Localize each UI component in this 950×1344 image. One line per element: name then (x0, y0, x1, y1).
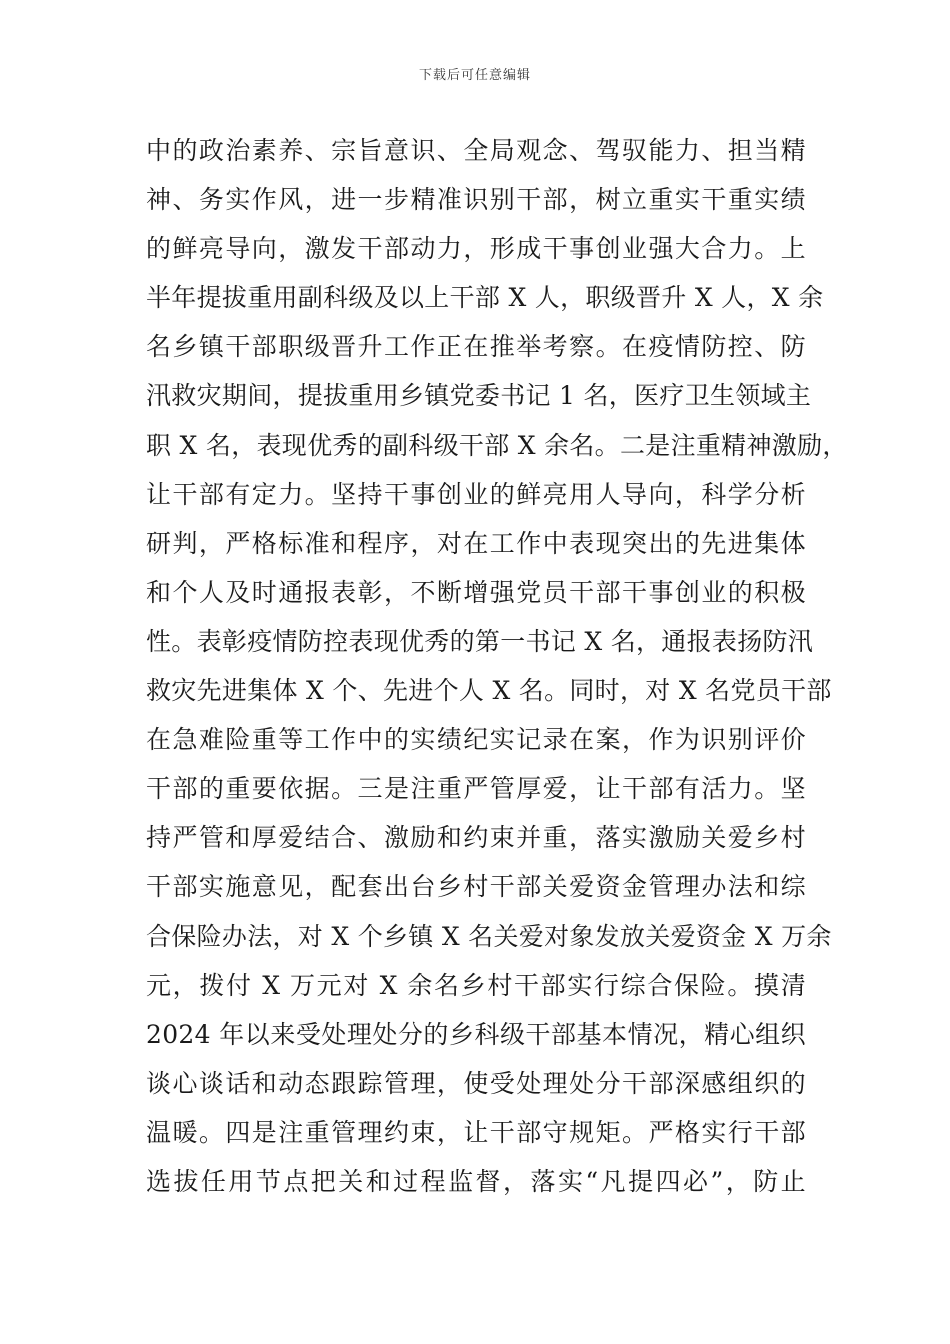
text-line-2: 神、务实作风，进一步精准识别干部，树立重实干重实绩 (146, 185, 806, 215)
text-line-9: 研判，严格标准和程序，对在工作中表现突出的先进集体 (146, 528, 806, 558)
page-header-note: 下载后可任意编辑 (418, 68, 531, 83)
text-line-18: 元，拨付 X 万元对 X 余名乡村干部实行综合保险。摸清 (146, 970, 806, 1000)
text-line-17: 合保险办法，对 X 个乡镇 X 名关爱对象发放关爱资金 X 万余 (146, 921, 832, 951)
text-line-21: 温暖。四是注重管理约束，让干部守规矩。严格实行干部 (146, 1117, 806, 1147)
text-line-12: 救灾先进集体 X 个、先进个人 X 名。同时，对 X 名党员干部 (146, 676, 832, 706)
text-line-5: 名乡镇干部职级晋升工作正在推举考察。在疫情防控、防 (146, 332, 806, 362)
text-line-11: 性。表彰疫情防控表现优秀的第一书记 X 名，通报表扬防汛 (146, 626, 814, 656)
text-line-15: 持严管和厚爱结合、激励和约束并重，落实激励关爱乡村 (146, 823, 806, 853)
text-line-14: 干部的重要依据。三是注重严管厚爱，让干部有活力。坚 (146, 774, 806, 804)
text-line-20: 谈心谈话和动态跟踪管理，使受处理处分干部深感组织的 (146, 1068, 806, 1098)
document-body (146, 126, 848, 1206)
text-line-10: 和个人及时通报表彰，不断增强党员干部干事创业的积极 (146, 577, 806, 607)
text-line-16: 干部实施意见，配套出台乡村干部关爱资金管理办法和综 (146, 872, 806, 902)
text-line-19: 2024 年以来受处理处分的乡科级干部基本情况，精心组织 (146, 1019, 806, 1049)
text-line-7: 职 X 名，表现优秀的副科级干部 X 余名。二是注重精神激励， (146, 430, 848, 460)
text-line-6: 汛救灾期间，提拔重用乡镇党委书记 1 名，医疗卫生领域主 (146, 381, 812, 411)
text-line-3: 的鲜亮导向，激发干部动力，形成干事创业强大合力。上 (146, 234, 806, 264)
text-line-4: 半年提拔重用副科级及以上干部 X 人，职级晋升 X 人，X 余 (146, 283, 824, 313)
text-line-13: 在急难险重等工作中的实绩纪实记录在案，作为识别评价 (146, 725, 806, 755)
text-line-8: 让干部有定力。坚持干事创业的鲜亮用人导向，科学分析 (146, 479, 806, 509)
text-line-22: 选拔任用节点把关和过程监督，落实“凡提四必”，防止 (146, 1166, 806, 1196)
text-line-1: 中的政治素养、宗旨意识、全局观念、驾驭能力、担当精 (146, 136, 806, 165)
